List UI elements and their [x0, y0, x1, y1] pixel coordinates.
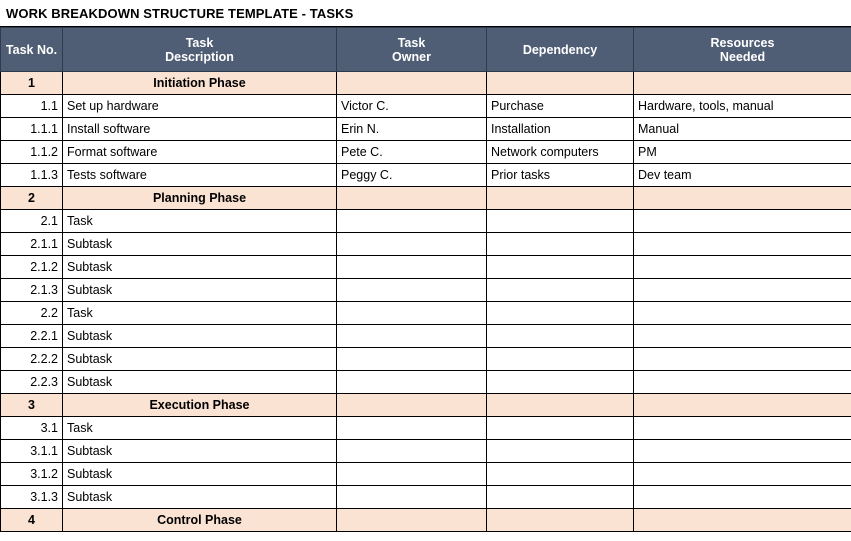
cell-dependency[interactable] — [487, 417, 634, 440]
table-row — [1, 164, 851, 187]
cell-resources-needed[interactable]: Hardware, tools, manual — [634, 95, 851, 118]
cell-resources-needed[interactable] — [634, 187, 851, 210]
cell-resources-needed[interactable]: Manual — [634, 118, 851, 141]
cell-task-owner[interactable]: Peggy C. — [337, 164, 487, 187]
cell-task-owner[interactable] — [337, 509, 487, 532]
cell-task-no[interactable]: 1.1.1 — [1, 118, 63, 141]
cell-resources-needed[interactable] — [634, 256, 851, 279]
column-header-task-owner-line2: Owner — [392, 49, 431, 64]
cell-task-no[interactable]: 2.1.1 — [1, 233, 63, 256]
cell-task-description[interactable]: Subtask — [63, 256, 337, 279]
cell-dependency[interactable] — [487, 463, 634, 486]
column-header-task-owner-line1: Task — [397, 35, 426, 50]
cell-task-description[interactable]: Subtask — [63, 233, 337, 256]
cell-task-description[interactable]: Task — [63, 210, 337, 233]
cell-task-owner[interactable] — [337, 463, 487, 486]
cell-task-no[interactable]: 1.1 — [1, 95, 63, 118]
table-row — [1, 95, 851, 118]
cell-task-owner[interactable] — [337, 210, 487, 233]
cell-task-description[interactable]: Install software — [63, 118, 337, 141]
cell-resources-needed[interactable]: Dev team — [634, 164, 851, 187]
cell-task-no[interactable]: 1 — [1, 72, 63, 95]
cell-task-owner[interactable]: Pete C. — [337, 141, 487, 164]
cell-dependency[interactable]: Prior tasks — [487, 164, 634, 187]
cell-task-no[interactable]: 2.2.2 — [1, 348, 63, 371]
cell-dependency[interactable] — [487, 302, 634, 325]
cell-dependency[interactable] — [487, 440, 634, 463]
column-header-task-no[interactable] — [1, 28, 63, 72]
table-row — [1, 348, 851, 371]
cell-task-no[interactable]: 2.1 — [1, 210, 63, 233]
cell-task-no[interactable]: 4 — [1, 509, 63, 532]
cell-task-owner[interactable] — [337, 440, 487, 463]
table-row — [1, 256, 851, 279]
table-header-row — [1, 28, 851, 72]
cell-resources-needed[interactable] — [634, 440, 851, 463]
cell-task-description[interactable]: Subtask — [63, 371, 337, 394]
cell-task-description[interactable]: Subtask — [63, 348, 337, 371]
column-header-task-owner[interactable] — [337, 28, 487, 72]
cell-task-description[interactable]: Subtask — [63, 486, 337, 509]
cell-resources-needed[interactable] — [634, 371, 851, 394]
cell-task-no[interactable]: 1.1.3 — [1, 164, 63, 187]
cell-resources-needed[interactable] — [634, 394, 851, 417]
cell-task-owner[interactable]: Victor C. — [337, 95, 487, 118]
cell-resources-needed[interactable] — [634, 509, 851, 532]
cell-task-description[interactable]: Set up hardware — [63, 95, 337, 118]
cell-task-no[interactable]: 2 — [1, 187, 63, 210]
cell-task-owner[interactable] — [337, 394, 487, 417]
cell-task-description[interactable]: Task — [63, 302, 337, 325]
column-header-task-no-line1: Task No. — [5, 42, 58, 57]
cell-dependency[interactable]: Purchase — [487, 95, 634, 118]
cell-task-owner[interactable] — [337, 417, 487, 440]
cell-task-owner[interactable] — [337, 72, 487, 95]
table-row — [1, 118, 851, 141]
cell-task-owner[interactable] — [337, 302, 487, 325]
table-row — [1, 233, 851, 256]
cell-task-owner[interactable]: Erin N. — [337, 118, 487, 141]
cell-task-owner[interactable] — [337, 348, 487, 371]
column-header-task-description[interactable] — [63, 28, 337, 72]
cell-task-no[interactable]: 3.1 — [1, 417, 63, 440]
cell-task-description[interactable]: Control Phase — [63, 509, 337, 532]
cell-task-description[interactable]: Task — [63, 417, 337, 440]
table-body — [1, 72, 851, 532]
cell-task-no[interactable]: 2.1.3 — [1, 279, 63, 302]
cell-task-no[interactable]: 2.2 — [1, 302, 63, 325]
document-title-bar — [0, 0, 851, 27]
table-row-phase — [1, 72, 851, 95]
cell-task-description[interactable]: Subtask — [63, 279, 337, 302]
cell-task-description[interactable]: Initiation Phase — [63, 72, 337, 95]
cell-resources-needed[interactable] — [634, 463, 851, 486]
cell-task-description[interactable]: Tests software — [63, 164, 337, 187]
cell-dependency[interactable] — [487, 233, 634, 256]
cell-resources-needed[interactable] — [634, 233, 851, 256]
cell-task-no[interactable]: 3.1.1 — [1, 440, 63, 463]
table-row-phase — [1, 509, 851, 532]
column-header-resources-line1: Resources — [710, 35, 775, 50]
cell-dependency[interactable]: Installation — [487, 118, 634, 141]
cell-task-owner[interactable] — [337, 325, 487, 348]
cell-dependency[interactable] — [487, 256, 634, 279]
cell-task-owner[interactable] — [337, 187, 487, 210]
cell-task-description[interactable]: Format software — [63, 141, 337, 164]
column-header-task-description-line1: Task — [185, 35, 214, 50]
cell-resources-needed[interactable] — [634, 302, 851, 325]
wbs-table — [0, 27, 851, 532]
cell-dependency[interactable] — [487, 394, 634, 417]
column-header-dependency[interactable] — [487, 28, 634, 72]
cell-task-description[interactable]: Planning Phase — [63, 187, 337, 210]
column-header-dependency-line1: Dependency — [522, 42, 598, 57]
cell-dependency[interactable] — [487, 486, 634, 509]
cell-resources-needed[interactable] — [634, 72, 851, 95]
cell-task-description[interactable]: Subtask — [63, 463, 337, 486]
cell-task-description[interactable]: Subtask — [63, 440, 337, 463]
cell-resources-needed[interactable]: PM — [634, 141, 851, 164]
cell-task-no[interactable]: 2.1.2 — [1, 256, 63, 279]
cell-task-owner[interactable] — [337, 486, 487, 509]
table-row — [1, 371, 851, 394]
table-row — [1, 325, 851, 348]
cell-task-no[interactable]: 3 — [1, 394, 63, 417]
cell-resources-needed[interactable] — [634, 417, 851, 440]
column-header-task-description-line2: Description — [165, 49, 234, 64]
table-row — [1, 440, 851, 463]
cell-task-no[interactable]: 3.1.3 — [1, 486, 63, 509]
table-header — [1, 28, 851, 72]
cell-resources-needed[interactable] — [634, 210, 851, 233]
cell-task-no[interactable]: 3.1.2 — [1, 463, 63, 486]
cell-task-description[interactable]: Subtask — [63, 325, 337, 348]
cell-dependency[interactable] — [487, 348, 634, 371]
table-row — [1, 417, 851, 440]
table-row-phase — [1, 394, 851, 417]
cell-task-owner[interactable] — [337, 279, 487, 302]
table-row — [1, 486, 851, 509]
cell-task-no[interactable]: 1.1.2 — [1, 141, 63, 164]
cell-task-no[interactable]: 2.2.1 — [1, 325, 63, 348]
cell-dependency[interactable]: Network computers — [487, 141, 634, 164]
cell-task-owner[interactable] — [337, 256, 487, 279]
cell-task-owner[interactable] — [337, 233, 487, 256]
cell-dependency[interactable] — [487, 279, 634, 302]
page-title: WORK BREAKDOWN STRUCTURE TEMPLATE - TASKS — [6, 5, 354, 21]
cell-dependency[interactable] — [487, 187, 634, 210]
table-row — [1, 141, 851, 164]
cell-task-description[interactable]: Execution Phase — [63, 394, 337, 417]
cell-dependency[interactable] — [487, 371, 634, 394]
cell-task-owner[interactable] — [337, 371, 487, 394]
cell-dependency[interactable] — [487, 72, 634, 95]
table-row — [1, 279, 851, 302]
cell-resources-needed[interactable] — [634, 325, 851, 348]
column-header-resources-needed[interactable] — [634, 28, 851, 72]
cell-dependency[interactable] — [487, 509, 634, 532]
cell-task-no[interactable]: 2.2.3 — [1, 371, 63, 394]
cell-resources-needed[interactable] — [634, 279, 851, 302]
table-row — [1, 302, 851, 325]
column-header-resources-line2: Needed — [719, 49, 766, 64]
table-row-phase — [1, 187, 851, 210]
cell-resources-needed[interactable] — [634, 348, 851, 371]
table-row — [1, 210, 851, 233]
table-row — [1, 463, 851, 486]
cell-dependency[interactable] — [487, 325, 634, 348]
cell-dependency[interactable] — [487, 210, 634, 233]
cell-resources-needed[interactable] — [634, 486, 851, 509]
